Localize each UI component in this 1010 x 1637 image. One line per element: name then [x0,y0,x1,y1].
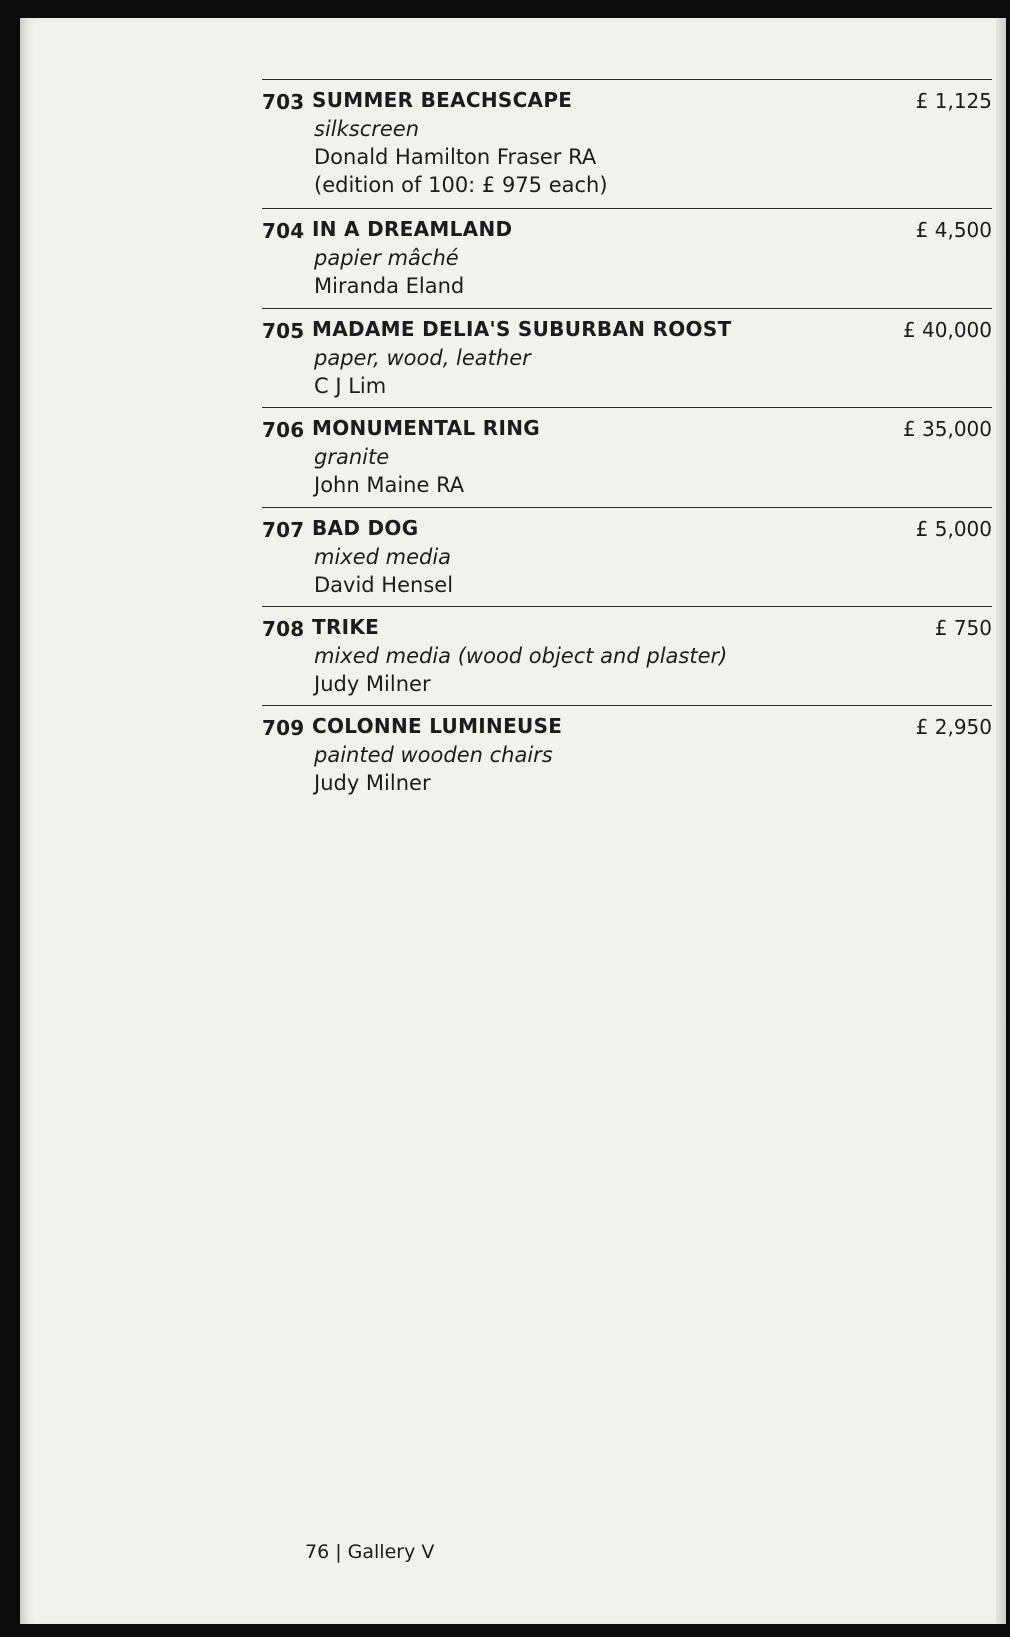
entry-medium: papier mâché [314,246,459,270]
entry-title: TRIKE [312,615,380,639]
entry-medium: mixed media [314,545,452,569]
catalogue-entry-706 [262,407,992,502]
entry-number: 705 [262,319,305,343]
entry-medium: painted wooden chairs [314,743,553,767]
catalogue-entry-703 [262,79,992,202]
entry-artist: Judy Milner [314,771,431,795]
page-edge [996,18,1006,1624]
entry-number: 707 [262,518,305,542]
entry-medium: mixed media (wood object and plaster) [314,644,728,668]
catalogue-entry-707 [262,507,992,602]
entry-price: £ 2,950 [915,715,992,739]
catalogue-entry-704 [262,208,992,303]
entry-title: IN A DREAMLAND [312,217,513,241]
entry-medium: silkscreen [314,117,420,141]
entry-artist: David Hensel [314,573,454,597]
entry-price: £ 5,000 [915,517,992,541]
entry-title: MONUMENTAL RING [312,416,540,440]
entry-price: £ 4,500 [915,218,992,242]
entry-price: £ 35,000 [902,417,992,441]
entry-artist: Donald Hamilton Fraser RA [314,145,597,169]
entry-edition: (edition of 100: £ 975 each) [314,173,608,197]
catalogue-page [20,18,1006,1624]
catalogue-entry-705 [262,308,992,403]
page-footer: 76 | Gallery V [305,1541,435,1563]
entry-number: 709 [262,716,305,740]
entry-artist: John Maine RA [314,473,465,497]
entry-price: £ 1,125 [915,89,992,113]
entry-number: 703 [262,90,305,114]
entry-title: SUMMER BEACHSCAPE [312,88,573,112]
entry-artist: Judy Milner [314,672,431,696]
entry-price: £ 40,000 [902,318,992,342]
entry-title: COLONNE LUMINEUSE [312,714,563,738]
entry-artist: Miranda Eland [314,274,465,298]
catalogue-entry-709 [262,705,992,800]
catalogue-entry-708 [262,606,992,701]
entry-medium: granite [314,445,390,469]
entry-number: 706 [262,418,305,442]
entry-medium: paper, wood, leather [314,346,531,370]
entry-title: MADAME DELIA'S SUBURBAN ROOST [312,317,732,341]
entry-number: 708 [262,617,305,641]
entry-number: 704 [262,219,305,243]
entry-price: £ 750 [934,616,992,640]
entry-title: BAD DOG [312,516,419,540]
entry-artist: C J Lim [314,374,387,398]
